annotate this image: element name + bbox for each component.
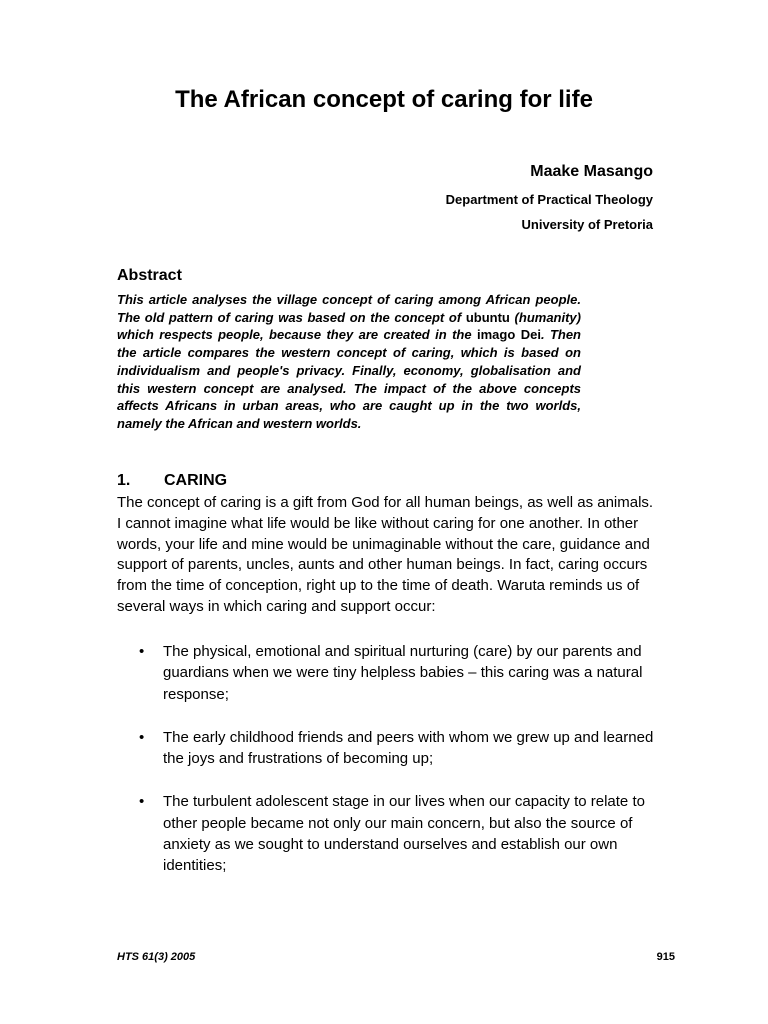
abstract-term-imago-dei: imago Dei	[477, 327, 541, 343]
list-item-text: The early childhood friends and peers with whom we grew up and learned the joys and frustrations of becoming up;	[163, 728, 654, 768]
abstract-text-part: This article analyses the village concept of caring among African people. The old pattern of caring was based on the concept of	[117, 292, 581, 325]
footer-journal: HTS 61(3) 2005	[117, 951, 196, 963]
author-university: University of Pretoria	[521, 217, 653, 232]
section-number: 1.	[117, 472, 131, 489]
article-title: The African concept of caring for life	[175, 86, 593, 113]
list-item	[117, 641, 657, 705]
author-name: Maake Masango	[530, 163, 653, 180]
bullet-icon: •	[139, 643, 145, 660]
list-item	[117, 791, 657, 876]
abstract-heading: Abstract	[117, 267, 182, 284]
body-paragraph: The concept of caring is a gift from God for all human beings, as well as animals. I cannot imagine what life would be like without caring for one another. In other words, your life and mine would be unimaginable without the care, guidance and support of parents, uncles, aunts and other human beings. In fact, caring occurs from the time of conception, right up to the time of death. Waruta reminds us of several ways in which caring and support occur:	[117, 494, 654, 615]
footer-page-number: 915	[656, 951, 675, 963]
bullet-icon: •	[139, 793, 145, 811]
list-item-text: The physical, emotional and spiritual nurturing (care) by our parents and guardians when we were tiny helpless babies – this caring was a natural response;	[163, 643, 643, 703]
section-title: CARING	[164, 472, 228, 489]
abstract-term-ubuntu: ubuntu	[465, 309, 510, 325]
abstract-text	[117, 291, 581, 433]
abstract-text-part: . Then the article compares the western concept of caring, which is based on individualism and people's privacy. Finally, economy, globalisation and this western concept are analysed. The impact of the above concepts affects Africans in urban areas, who are caught up in the two worlds, namely the African and western worlds.	[117, 327, 582, 431]
bullet-list	[117, 641, 657, 899]
list-item	[117, 727, 657, 770]
section-heading	[117, 472, 227, 490]
bullet-icon: •	[139, 728, 145, 746]
abstract-text-part: (humanity) which respects people, because they are created in the	[117, 309, 581, 343]
list-item-text: The turbulent adolescent stage in our lives when our capacity to relate to other people became not only our main concern, but also the source of anxiety as we sought to understand ourselves and establish our own identities;	[163, 793, 645, 875]
author-department: Department of Practical Theology	[445, 192, 653, 207]
